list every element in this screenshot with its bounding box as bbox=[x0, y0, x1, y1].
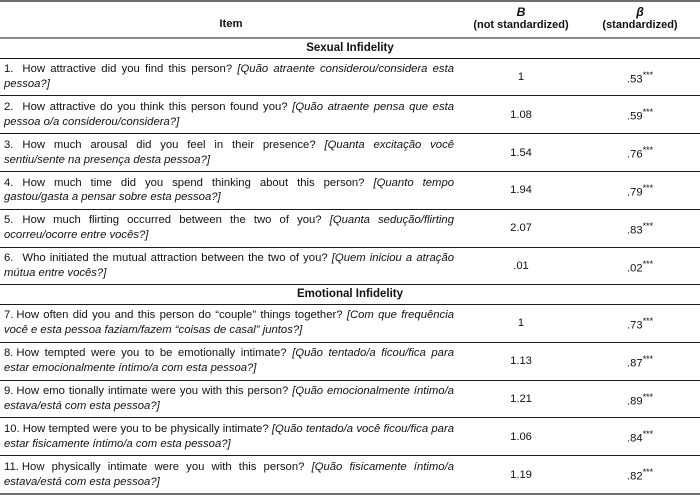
item-cell bbox=[0, 418, 462, 456]
table-row bbox=[0, 247, 700, 285]
beta-value: .73 bbox=[627, 319, 643, 332]
b-value: .01 bbox=[513, 260, 529, 273]
b-value: 1 bbox=[517, 317, 525, 330]
item-cell bbox=[0, 209, 462, 247]
section-header-row bbox=[0, 38, 700, 58]
section-title: Emotional Infidelity bbox=[296, 288, 404, 301]
significance-stars: *** bbox=[642, 428, 653, 440]
beta-value-cell bbox=[580, 96, 700, 134]
beta-value-cell bbox=[580, 134, 700, 172]
b-value: 1.06 bbox=[510, 430, 532, 443]
item-cell bbox=[0, 456, 462, 494]
item-text-english: How physically intimate were you with this person? bbox=[21, 460, 305, 473]
item-text-english: How tempted were you to be physically intimate? bbox=[22, 422, 269, 435]
item-text-english: How emo tionally intimate were you with this person? bbox=[16, 385, 289, 398]
item-text-portuguese: [Quanta sedução/flirting ocorreu/ocorre entre vocês?] bbox=[4, 214, 454, 242]
beta-value-cell bbox=[580, 304, 700, 342]
b-value-cell bbox=[462, 418, 580, 456]
significance-stars: *** bbox=[642, 68, 653, 80]
item-number: 2. bbox=[4, 100, 14, 113]
item-number: 7. bbox=[4, 309, 14, 322]
item-number: 8. bbox=[4, 347, 14, 360]
beta-value: .84 bbox=[627, 433, 643, 446]
table-row bbox=[0, 380, 700, 418]
item-text-portuguese: [Quão emocionalmente íntimo/a estava/está com esta pessoa?] bbox=[4, 385, 454, 412]
b-value: 2.07 bbox=[510, 222, 532, 235]
item-text-portuguese: [Com que frequência você e esta pessoa faziam/fazem “coisas de casal” juntos?] bbox=[4, 309, 454, 337]
item-number: 9. bbox=[4, 385, 14, 398]
b-value-cell bbox=[462, 342, 580, 380]
significance-stars: *** bbox=[642, 182, 653, 194]
item-number: 1. bbox=[4, 63, 14, 76]
b-value-cell bbox=[462, 380, 580, 418]
item-text-portuguese: [Quem iniciou a atração mútua entre vocês?] bbox=[4, 252, 455, 280]
b-value-cell bbox=[462, 209, 580, 247]
item-text-portuguese: [Quão atraente considerou/considera esta pessoa?] bbox=[4, 63, 455, 90]
b-value-cell bbox=[462, 456, 580, 494]
item-text-english: How attractive do you think this person found you? bbox=[22, 100, 288, 113]
beta-value: .79 bbox=[627, 186, 643, 199]
item-text-english: How attractive did you find this person? bbox=[22, 63, 233, 76]
table-header bbox=[0, 1, 700, 38]
item-text-portuguese: [Quão tentado/a ficou/fica para estar emocionalmente íntimo/a com esta pessoa?] bbox=[4, 347, 455, 375]
b-value-cell bbox=[462, 134, 580, 172]
b-value-cell bbox=[462, 96, 580, 134]
beta-value-cell bbox=[580, 172, 700, 210]
beta-value-cell bbox=[580, 418, 700, 456]
significance-stars: *** bbox=[642, 390, 653, 402]
section-title: Sexual Infidelity bbox=[306, 42, 394, 55]
significance-stars: *** bbox=[642, 106, 653, 118]
item-text-english: How tempted were you to be emotionally intimate? bbox=[16, 347, 287, 360]
item-text-english: How often did you and this person do “couple” things together? bbox=[16, 309, 343, 322]
item-number: 6. bbox=[4, 252, 14, 265]
beta-value-cell bbox=[580, 380, 700, 418]
b-value: 1.08 bbox=[510, 108, 532, 121]
item-cell bbox=[0, 247, 462, 285]
table-row bbox=[0, 172, 700, 210]
table-row bbox=[0, 418, 700, 456]
item-number: 4. bbox=[4, 176, 14, 189]
table-row bbox=[0, 134, 700, 172]
table-body bbox=[0, 38, 700, 494]
item-text-portuguese: [Quão atraente pensa que esta pessoa o/a considerou/considera?] bbox=[4, 100, 455, 128]
b-sublabel: (not standardized) bbox=[473, 19, 569, 32]
column-header-item-label: Item bbox=[219, 18, 243, 31]
beta-value-cell bbox=[580, 456, 700, 494]
significance-stars: *** bbox=[642, 257, 653, 269]
beta-value: .83 bbox=[627, 224, 643, 237]
beta-value: .82 bbox=[627, 470, 643, 483]
b-value-cell bbox=[462, 247, 580, 285]
beta-value: .02 bbox=[627, 262, 643, 275]
item-number: 10. bbox=[4, 422, 20, 435]
item-text-english: How much flirting occurred between the two of you? bbox=[22, 214, 322, 227]
item-text-english: How much arousal did you feel in their presence? bbox=[22, 138, 316, 151]
beta-value: .76 bbox=[627, 148, 643, 161]
item-text-portuguese: [Quão tentado/a você ficou/fica para estar fisicamente íntimo/a com esta pessoa?] bbox=[4, 422, 455, 450]
table-row bbox=[0, 304, 700, 342]
beta-value-cell bbox=[580, 342, 700, 380]
significance-stars: *** bbox=[642, 219, 653, 231]
item-text-english: Who initiated the mutual attraction between the two of you? bbox=[22, 252, 328, 265]
item-text-english: How much time did you spend thinking about this person? bbox=[22, 176, 365, 189]
item-cell bbox=[0, 304, 462, 342]
column-header-item bbox=[0, 1, 462, 38]
beta-value-cell bbox=[580, 58, 700, 96]
beta-value-cell bbox=[580, 209, 700, 247]
item-number: 3. bbox=[4, 138, 14, 151]
item-cell bbox=[0, 342, 462, 380]
b-value: 1 bbox=[517, 70, 525, 83]
beta-value: .53 bbox=[627, 73, 643, 86]
beta-value: .89 bbox=[627, 395, 643, 408]
significance-stars: *** bbox=[642, 466, 653, 478]
beta-sublabel: (standardized) bbox=[602, 19, 678, 32]
table-row bbox=[0, 342, 700, 380]
table-row bbox=[0, 209, 700, 247]
item-number: 5. bbox=[4, 214, 14, 227]
item-text-portuguese: [Quão fisicamente íntimo/a estava/está com esta pessoa?] bbox=[4, 460, 454, 488]
b-value: 1.19 bbox=[510, 468, 532, 481]
item-text-portuguese: [Quanta excitação você sentiu/sente na presença desta pessoa?] bbox=[4, 138, 455, 166]
significance-stars: *** bbox=[642, 352, 653, 364]
beta-value: .59 bbox=[627, 111, 643, 124]
item-cell bbox=[0, 172, 462, 210]
b-value-cell bbox=[462, 304, 580, 342]
column-header-beta bbox=[580, 1, 700, 38]
section-header-row bbox=[0, 285, 700, 305]
table-row bbox=[0, 456, 700, 494]
b-value-cell bbox=[462, 58, 580, 96]
item-number: 11. bbox=[4, 460, 19, 473]
significance-stars: *** bbox=[642, 144, 653, 156]
item-text-portuguese: [Quanto tempo gastou/gasta a pensar sobre esta pessoa?] bbox=[4, 176, 455, 204]
table-row bbox=[0, 58, 700, 96]
b-value: 1.54 bbox=[510, 146, 532, 159]
item-cell bbox=[0, 380, 462, 418]
item-cell bbox=[0, 96, 462, 134]
column-header-b bbox=[462, 1, 580, 38]
header-row bbox=[0, 1, 700, 38]
beta-value: .87 bbox=[627, 357, 643, 370]
item-cell bbox=[0, 134, 462, 172]
b-symbol: B bbox=[516, 5, 526, 19]
b-value-cell bbox=[462, 172, 580, 210]
b-value: 1.13 bbox=[510, 355, 532, 368]
beta-value-cell bbox=[580, 247, 700, 285]
table-row bbox=[0, 96, 700, 134]
beta-symbol: β bbox=[636, 5, 644, 19]
b-value: 1.94 bbox=[510, 184, 532, 197]
item-cell bbox=[0, 58, 462, 96]
b-value: 1.21 bbox=[510, 392, 532, 405]
significance-stars: *** bbox=[642, 314, 653, 326]
